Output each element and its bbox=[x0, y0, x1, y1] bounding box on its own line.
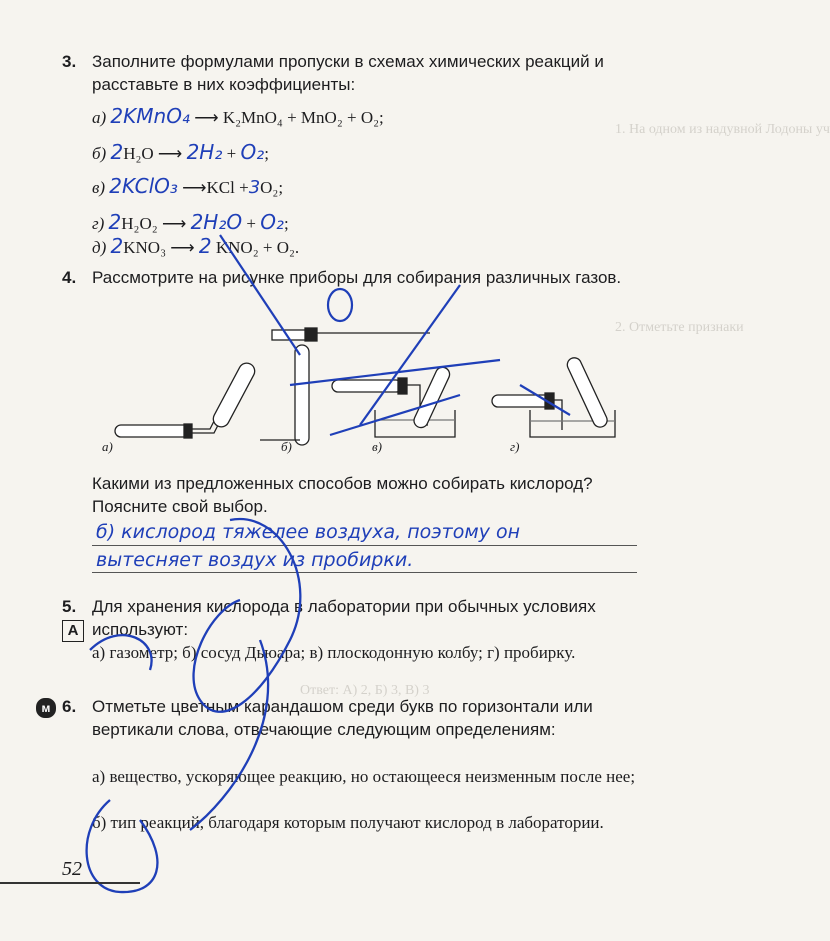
apparatus-label: в) bbox=[372, 439, 382, 454]
task-number: 6. bbox=[62, 697, 77, 716]
handwritten-formula: O₂ bbox=[260, 210, 284, 234]
page-number: 52 bbox=[62, 858, 82, 880]
level-badge: А bbox=[62, 620, 84, 642]
handwritten-coefficient: 2 bbox=[198, 234, 212, 258]
task-number: 3. bbox=[62, 52, 77, 71]
pen-scribble bbox=[80, 500, 340, 900]
apparatus-label: а) bbox=[102, 439, 113, 454]
task-text: Для хранения кислорода в лаборатории при обычных условиях используют: bbox=[92, 597, 596, 639]
handwritten-formula: 2KClO₃ bbox=[109, 174, 178, 198]
handwritten-coefficient: 2 bbox=[110, 234, 124, 258]
task-text: Заполните формулами пропуски в схемах химических реакций и расставьте в них коэффициенты: bbox=[92, 52, 604, 94]
handwritten-formula: 2H₂ bbox=[186, 140, 223, 164]
apparatus-label: б) bbox=[281, 439, 292, 454]
handwritten-answer: вытесняет воздух из пробирки. bbox=[96, 549, 414, 571]
handwritten-coefficient: 2 bbox=[108, 210, 122, 234]
bleed-text: 2. Отметьте признаки bbox=[615, 320, 744, 335]
handwritten-answer: б) кислород тяжелее воздуха, поэтому он bbox=[96, 521, 521, 543]
task-number: 4. bbox=[62, 268, 77, 287]
task-text: Отметьте цветным карандашом среди букв по горизонтали или вертикали слова, отвечающие следующим определениям: bbox=[92, 697, 593, 739]
handwritten-coefficient: 2 bbox=[110, 140, 124, 164]
task-number: 5. bbox=[62, 597, 77, 616]
reaction-e: д) 2KNO₃ ⟶ 2 KNO₂ + O₂. bbox=[92, 234, 300, 258]
bleed-text: Ответ: А) 2, Б) 3, В) 3 bbox=[300, 683, 430, 698]
footer-rule bbox=[0, 882, 140, 884]
handwritten-coefficient: 3 bbox=[248, 177, 261, 198]
reaction-d: г) 2H₂O₂ ⟶ 2H₂O + O₂; bbox=[92, 210, 289, 234]
answer-options: а) газометр; б) сосуд Дьюара; в) плоскодонную колбу; г) пробирку. bbox=[92, 643, 576, 662]
reaction-b: б) 2H₂O ⟶ 2H₂ + O₂; bbox=[92, 140, 269, 164]
computer-badge: м bbox=[36, 698, 56, 718]
handwritten-formula: 2KMnO₄ bbox=[110, 104, 190, 128]
handwritten-formula: 2H₂O bbox=[190, 210, 243, 234]
reaction-c: в) 2KClO₃ ⟶KCl +3O₂; bbox=[92, 174, 284, 198]
apparatus-label: г) bbox=[510, 439, 520, 454]
reaction-a: а) 2KMnO₄ ⟶ K₂MnO₄ + MnO₂ + O₂; bbox=[92, 104, 384, 128]
definition-b: б) тип реакций, благодаря которым получают кислород в лаборатории. bbox=[92, 813, 604, 832]
gas-collection-apparatus-illustration bbox=[100, 325, 620, 460]
task-text: Рассмотрите на рисунке приборы для собирания различных газов. bbox=[92, 268, 622, 287]
definition-a: а) вещество, ускоряющее реакцию, но остающееся неизменным после нее; bbox=[92, 767, 636, 786]
task-question: Какими из предложенных способов можно собирать кислород? Поясните свой выбор. bbox=[92, 474, 593, 516]
bleed-text: 1. На одном из надувной Лодоны уч bbox=[615, 122, 830, 137]
handwritten-formula: O₂ bbox=[240, 140, 265, 164]
